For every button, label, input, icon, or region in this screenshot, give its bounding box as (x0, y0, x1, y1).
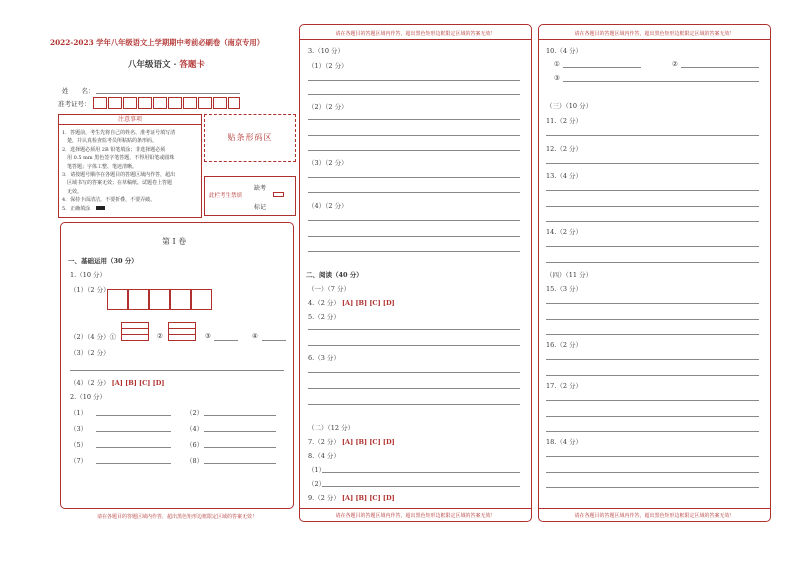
notes-box (58, 114, 202, 218)
q15-label: 15.（3 分） (546, 285, 583, 293)
note-line: 1．答题前，考生先将自己的姓名、准考证号填写清 (62, 130, 176, 136)
q2-item-2: （2） (186, 409, 204, 417)
q9-options[interactable]: [A] [B] [C] [D] (341, 494, 395, 502)
answer-line[interactable] (546, 334, 759, 335)
q8-label: 8.（4 分） (308, 452, 340, 460)
volume-title: 第 I 卷 (162, 237, 187, 246)
q1-2-box-1[interactable] (121, 322, 149, 341)
sheet-title: 2022-2023 学年八年级语文上学期期中考前必刷卷（南京专用） (50, 38, 265, 47)
answer-line[interactable] (546, 262, 759, 263)
q1-3-label: （3）（2 分） (70, 349, 110, 357)
note-line: 区域书写的答案无效；在草稿纸、试题卷上答题 (62, 180, 173, 187)
q2-line-3[interactable] (96, 431, 171, 432)
answer-line[interactable] (546, 375, 759, 376)
q2-item-3: （3） (70, 425, 88, 433)
id-label: 准考证号： (58, 100, 91, 108)
q1-1-label: （1）（2 分） (70, 286, 110, 294)
q1-4-options[interactable]: [A] [B] [C] [D] (111, 379, 165, 387)
q1-2-label: （2）（4 分）① (70, 333, 117, 341)
q2-line-2[interactable] (204, 415, 276, 416)
subtitle-dot: · (173, 60, 177, 70)
q10-1-label: ① (554, 60, 560, 68)
answer-line[interactable] (308, 404, 520, 405)
q2-line-6[interactable] (204, 447, 276, 448)
notice-bottom-3: 请在各题目的答题区域内作答，超出黑色矩形边框限定区域的答案无效！ (574, 513, 735, 519)
q10-2-label: ② (672, 60, 678, 68)
note-line (62, 205, 175, 213)
answer-line[interactable] (308, 236, 520, 237)
q1-2-b-label: ② (157, 332, 163, 340)
q14-label: 14.（2 分） (546, 228, 583, 236)
note-line: 楚，并认真检查监考员所粘贴的条形码。 (62, 138, 158, 145)
q10-1-line[interactable] (563, 67, 641, 68)
answer-line[interactable] (308, 251, 520, 252)
absent-prefix: 此栏考生禁填 (209, 193, 243, 199)
q13-label: 13.（4 分） (546, 172, 583, 180)
section-2: 二、阅读（40 分） (306, 271, 363, 279)
answer-line[interactable] (308, 372, 520, 373)
q18-label: 18.（4 分） (546, 438, 583, 446)
q2-line-7[interactable] (96, 463, 171, 464)
notice-bottom-2: 请在各题目的答题区域内作答，超出黑色矩形边框限定区域的答案无效！ (335, 513, 496, 519)
answer-line[interactable] (546, 400, 759, 401)
answer-line[interactable] (308, 94, 520, 95)
q4-label (308, 298, 395, 307)
q2-item-4: （4） (186, 425, 204, 433)
q3-2-label: （2）（2 分） (308, 103, 348, 111)
note-line: 4．保持卡面清洁，不要折叠，不要弄破。 (62, 197, 156, 204)
q17-label: 17.（2 分） (546, 382, 583, 390)
name-label: 姓 名： (62, 87, 95, 95)
note-line: 用 0.5 mm 黑色签字笔答题，不得用铅笔或圆珠 (62, 155, 175, 162)
barcode-label: 贴条形码区 (227, 133, 273, 142)
q3-1-label: （1）（2 分） (308, 62, 348, 70)
answer-line[interactable] (546, 472, 759, 473)
q2-item-7: （7） (70, 457, 88, 465)
id-field[interactable] (93, 97, 240, 109)
answer-line[interactable] (546, 487, 759, 488)
notice-top-2: 请在各题目的答题区域内作答，超出黑色矩形边框限定区域的答案无效！ (335, 31, 496, 37)
divider-top-2 (300, 39, 531, 40)
absent-box (204, 176, 296, 216)
q1-label: 1.（10 分） (70, 271, 107, 279)
answer-line[interactable] (308, 177, 520, 178)
answer-line[interactable] (546, 190, 759, 191)
answer-line[interactable] (308, 135, 520, 136)
q4-options[interactable]: [A] [B] [C] [D] (341, 299, 395, 307)
answer-panel-1 (60, 222, 294, 509)
q16-label: 16.（2 分） (546, 341, 583, 349)
answer-line[interactable] (308, 80, 520, 81)
fill-sample (96, 206, 105, 210)
divider-bottom-3 (539, 508, 770, 509)
answer-line[interactable] (308, 150, 520, 151)
answer-line[interactable] (546, 163, 759, 164)
answer-line[interactable] (308, 119, 520, 120)
q1-2-c-label: ③ (205, 332, 211, 340)
answer-line[interactable] (322, 472, 520, 473)
q2-line-8[interactable] (204, 463, 276, 464)
absent-label1: 缺考 (254, 185, 267, 192)
q2-item-5: （5） (70, 441, 88, 449)
part-3-label: （三）（10 分） (546, 102, 593, 110)
answer-line[interactable] (546, 416, 759, 417)
answer-line[interactable] (308, 192, 520, 193)
q8-2-label: （2） (308, 480, 326, 488)
subtitle-accent: 答题卡 (179, 60, 205, 70)
notice-top-3: 请在各题目的答题区域内作答，超出黑色矩形边框限定区域的答案无效！ (574, 31, 735, 37)
part-2-label: （二）（12 分） (308, 424, 355, 432)
q7-label (308, 437, 395, 446)
q11-label: 11.（2 分） (546, 117, 583, 125)
q2-line-1[interactable] (96, 415, 171, 416)
q7-text: 7.（2 分） (308, 438, 340, 446)
q1-3-line[interactable] (70, 370, 284, 371)
note-line: 无效。 (62, 188, 83, 195)
q1-1-char-boxes[interactable] (107, 289, 213, 311)
answer-line[interactable] (546, 303, 759, 304)
absent-checkbox[interactable] (273, 192, 284, 197)
q1-2-c-line[interactable] (214, 340, 238, 341)
notes-list (62, 129, 175, 213)
q8-1-label: （1） (308, 466, 326, 474)
part-4-label: （四）（11 分） (546, 271, 593, 279)
q7-options[interactable]: [A] [B] [C] [D] (341, 438, 395, 446)
part-1-label: （一）（7 分） (308, 285, 350, 293)
answer-line[interactable] (308, 345, 520, 346)
answer-line[interactable] (308, 329, 520, 330)
notes-title: 注意事项 (59, 115, 201, 125)
subtitle-main: 八年级语文 (128, 60, 171, 70)
note-line-text: 5．正确填涂 (62, 205, 91, 212)
q12-label: 12.（2 分） (546, 145, 583, 153)
divider-top-3 (539, 39, 770, 40)
q1-2-box-2[interactable] (168, 322, 196, 341)
subtitle (128, 58, 205, 70)
q2-label: 2.（10 分） (70, 393, 107, 401)
q6-label: 6.（3 分） (308, 354, 340, 362)
answer-line[interactable] (546, 456, 759, 457)
answer-line[interactable] (308, 220, 520, 221)
q10-2-line[interactable] (681, 67, 759, 68)
q2-line-4[interactable] (204, 431, 276, 432)
answer-line[interactable] (546, 135, 759, 136)
answer-line[interactable] (546, 206, 759, 207)
notice-bottom-1: 请在各题目的答题区域内作答，超出黑色矩形边框限定区域的答案无效！ (96, 514, 257, 520)
q10-3-label: ③ (554, 74, 560, 82)
note-line: 笔答题；字体工整、笔迹清晰。 (62, 163, 138, 170)
q3-4-label: （4）（2 分） (308, 202, 348, 210)
answer-line[interactable] (546, 359, 759, 360)
name-field[interactable] (96, 93, 240, 94)
q10-label: 10.（4 分） (546, 47, 583, 55)
q9-label (308, 493, 395, 502)
answer-line[interactable] (308, 388, 520, 389)
q2-item-6: （6） (186, 441, 204, 449)
q1-2-d-label: ④ (252, 332, 258, 340)
absent-label2: 标记 (254, 204, 267, 211)
note-line: 3．请按题号顺序在各题目的答题区域内作答，超出 (62, 172, 176, 179)
q1-4-text: （4）（2 分） (70, 379, 110, 387)
q1-4-label (70, 378, 164, 387)
answer-line[interactable] (546, 319, 759, 320)
answer-line[interactable] (546, 246, 759, 247)
barcode-area (204, 114, 296, 162)
q1-2-d-line[interactable] (262, 340, 286, 341)
divider-bottom-2 (300, 508, 531, 509)
answer-line[interactable] (546, 431, 759, 432)
q5-label: 5.（2 分） (308, 313, 340, 321)
q9-text: 9.（2 分） (308, 494, 340, 502)
note-line: 2．选择题必须用 2B 铅笔填涂；非选择题必须 (62, 146, 166, 153)
answer-line[interactable] (322, 486, 520, 487)
q3-label: 3.（10 分） (308, 47, 345, 55)
section-1: 一、基础运用（30 分） (68, 257, 138, 265)
q10-3-line[interactable] (563, 81, 759, 82)
q4-text: 4.（2 分） (308, 299, 340, 307)
answer-line[interactable] (546, 221, 759, 222)
q2-item-1: （1） (70, 409, 88, 417)
q3-3-label: （3）（2 分） (308, 159, 348, 167)
q2-line-5[interactable] (96, 447, 171, 448)
q2-item-8: （8） (186, 457, 204, 465)
